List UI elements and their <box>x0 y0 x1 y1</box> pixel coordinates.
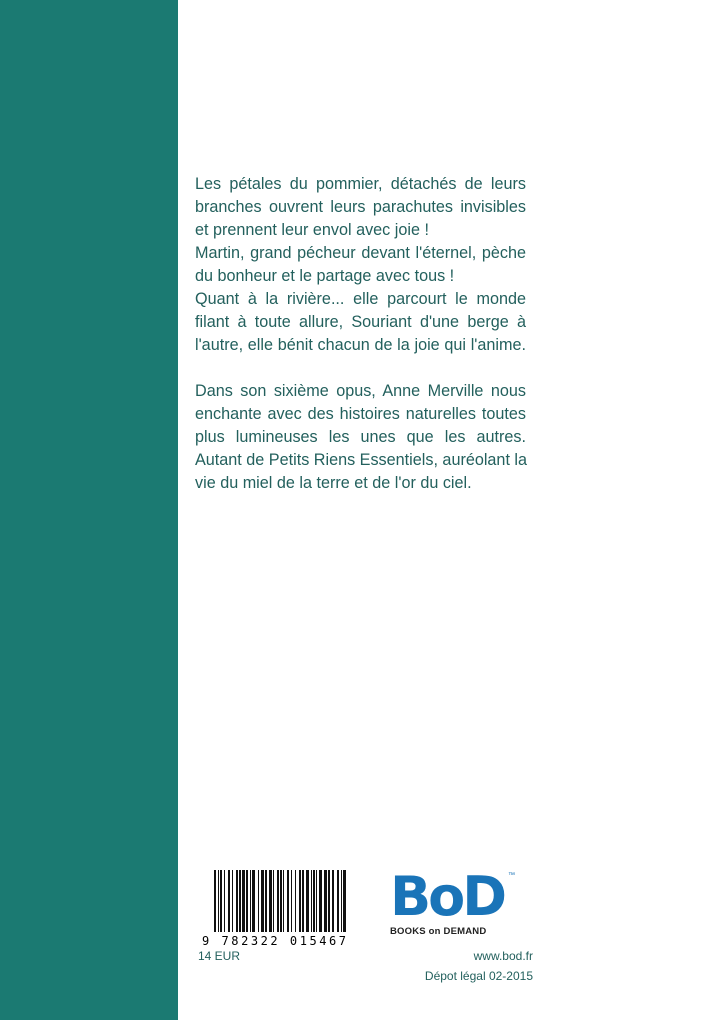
barcode-bar <box>316 870 317 932</box>
cover-color-band <box>0 0 178 1020</box>
barcode-bar <box>337 870 339 932</box>
blurb-line: filant à toute allure, Souriant d'une berge à <box>195 313 526 331</box>
barcode-bar <box>265 870 267 932</box>
blurb-line: plus lumineuses les unes que les autres. <box>195 428 526 446</box>
barcode-bar <box>236 870 238 932</box>
blurb-line: Autant de Petits Riens Essentiels, auréolant la <box>195 451 528 469</box>
bod-logo-tagline: BOOKS on DEMAND <box>390 926 487 937</box>
blurb-line: Quant à la rivière... elle parcourt le monde <box>195 290 526 308</box>
barcode-bar <box>302 870 304 932</box>
barcode-bar <box>224 870 225 932</box>
barcode-bar <box>341 870 342 932</box>
barcode-bar <box>261 870 264 932</box>
trademark-symbol: ™ <box>508 872 515 879</box>
blurb-line: Les pétales du pommier, détachés de leurs <box>195 175 526 193</box>
barcode-bar <box>242 870 245 932</box>
bod-logo-mark: BoD <box>390 865 505 928</box>
blurb-line: du bonheur et le partage avec tous ! <box>195 267 455 285</box>
barcode-bar <box>311 870 312 932</box>
barcode-bar <box>295 870 296 932</box>
barcode-bar <box>313 870 315 932</box>
blurb-line: Dans son sixième opus, Anne Merville nous <box>195 382 526 400</box>
blurb-line: vie du miel de la terre et de l'or du ciel. <box>195 474 472 492</box>
barcode-bar <box>269 870 272 932</box>
barcode-bar <box>232 870 233 932</box>
barcode-bar <box>319 870 322 932</box>
barcode-bar <box>306 870 309 932</box>
barcode-bar <box>287 870 289 932</box>
blurb-line: Martin, grand pécheur devant l'éternel, pèche <box>195 244 526 262</box>
back-cover-blurb <box>195 173 526 495</box>
publisher-website: www.bod.fr <box>473 949 533 963</box>
barcode-bar <box>291 870 292 932</box>
blurb-line: enchante avec des histoires naturelles toutes <box>195 405 526 423</box>
barcode-bar <box>239 870 241 932</box>
barcode-bar <box>299 870 301 932</box>
blurb-line: et prennent leur envol avec joie ! <box>195 221 429 239</box>
barcode-bar <box>283 870 284 932</box>
barcode-bar <box>218 870 219 932</box>
barcode-bar <box>252 870 255 932</box>
barcode-bar <box>343 870 346 932</box>
bod-logo <box>390 865 520 937</box>
barcode-bar <box>258 870 259 932</box>
barcode-bar <box>332 870 334 932</box>
barcode-bar <box>277 870 279 932</box>
barcode-bar <box>228 870 230 932</box>
barcode-bar <box>324 870 327 932</box>
blurb-line: l'autre, elle bénit chacun de la joie qui l'anime. <box>195 336 526 354</box>
blurb-line: branches ouvrent leurs parachutes invisibles <box>195 198 526 216</box>
barcode-bar <box>280 870 282 932</box>
barcode-bar <box>220 870 222 932</box>
barcode-bar <box>273 870 274 932</box>
barcode-bar <box>214 870 216 932</box>
barcode-bar <box>246 870 248 932</box>
legal-deposit: Dépot légal 02-2015 <box>424 969 533 983</box>
isbn-number: 9 782322 015467 <box>202 934 346 948</box>
barcode-bar <box>250 870 251 932</box>
isbn-barcode <box>200 870 350 950</box>
barcode-bar <box>328 870 330 932</box>
price: 14 EUR <box>198 949 241 963</box>
